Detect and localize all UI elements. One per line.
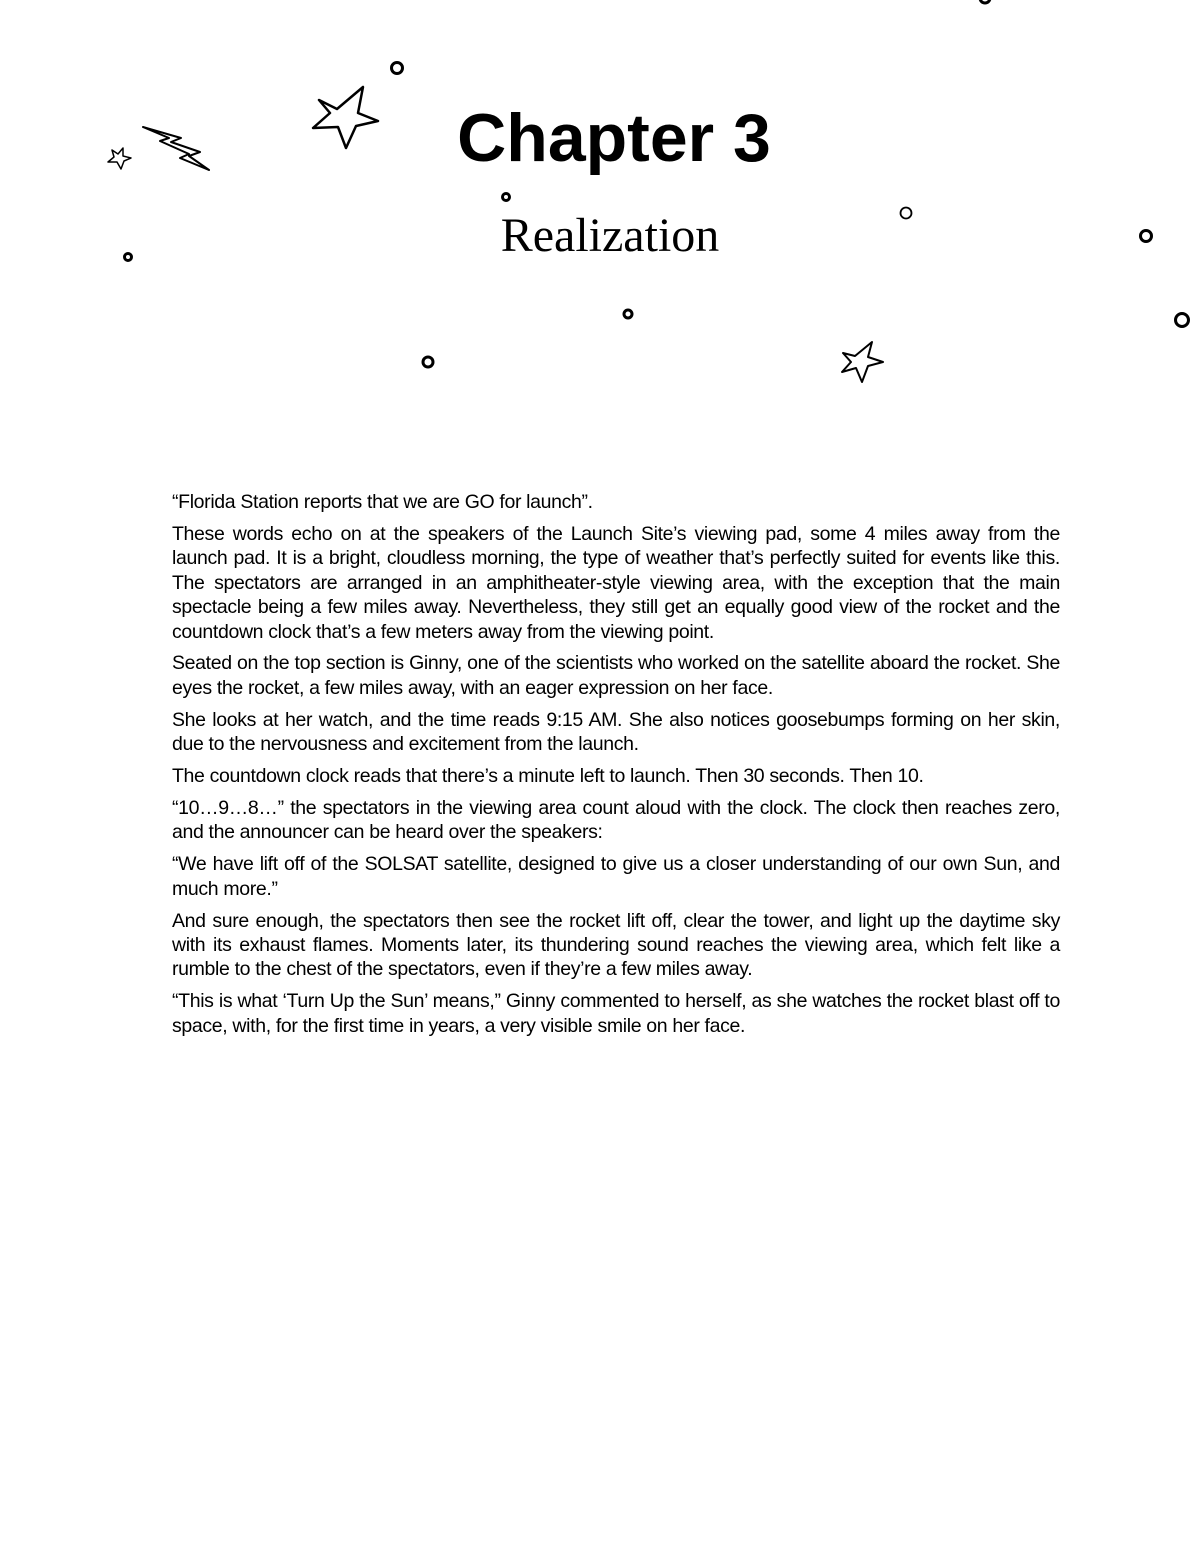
paragraph: And sure enough, the spectators then see the rocket lift off, clear the tower, and light up the daytime sky with its exhaust flames. Moments later, its thundering sound reaches the viewing area, which felt like a rumble to the chest of the spectators, even if they’re a few miles away. xyxy=(172,909,1060,981)
dot-icon xyxy=(125,0,1189,367)
chapter-body xyxy=(172,490,1060,1046)
paragraph: She looks at her watch, and the time reads 9:15 AM. She also notices goosebumps forming on her skin, due to the nervousness and excitement from the launch. xyxy=(172,708,1060,756)
chapter-title: Chapter 3 xyxy=(457,100,771,176)
paragraph: The countdown clock reads that there’s a minute left to launch. Then 30 seconds. Then 10. xyxy=(172,765,924,788)
paragraph: Seated on the top section is Ginny, one of the scientists who worked on the satellite aboard the rocket. She eyes the rocket, a few miles away, with an eager expression on her face. xyxy=(172,652,1060,699)
star-icon xyxy=(842,342,883,382)
paragraph: “This is what ‘Turn Up the Sun’ means,” Ginny commented to herself, as she watches the rocket blast off to space, with, for the first time in years, a very visible smile on her face. xyxy=(172,990,1060,1037)
paragraph: “10…9…8…” the spectators in the viewing area count aloud with the clock. The clock then reaches zero, and the announcer can be heard over the speakers: xyxy=(172,796,1060,844)
paragraph: These words echo on at the speakers of the Launch Site’s viewing pad, some 4 miles away from the launch pad. It is a bright, cloudless morning, the type of weather that’s perfectly suited for events like this. The spectators are arranged in an amphitheater-style viewing area, with the exception that the main spectacle being a few miles away. Nevertheless, they still get an equally good view of the rocket and the countdown clock that’s a few meters away from the viewing point. xyxy=(172,522,1060,643)
chapter-subtitle: Realization xyxy=(500,209,720,262)
paragraph: “We have lift off of the SOLSAT satellite, designed to give us a closer understanding of our own Sun, and much more.” xyxy=(172,853,1060,900)
paragraph: “Florida Station reports that we are GO for launch”. xyxy=(172,491,593,513)
